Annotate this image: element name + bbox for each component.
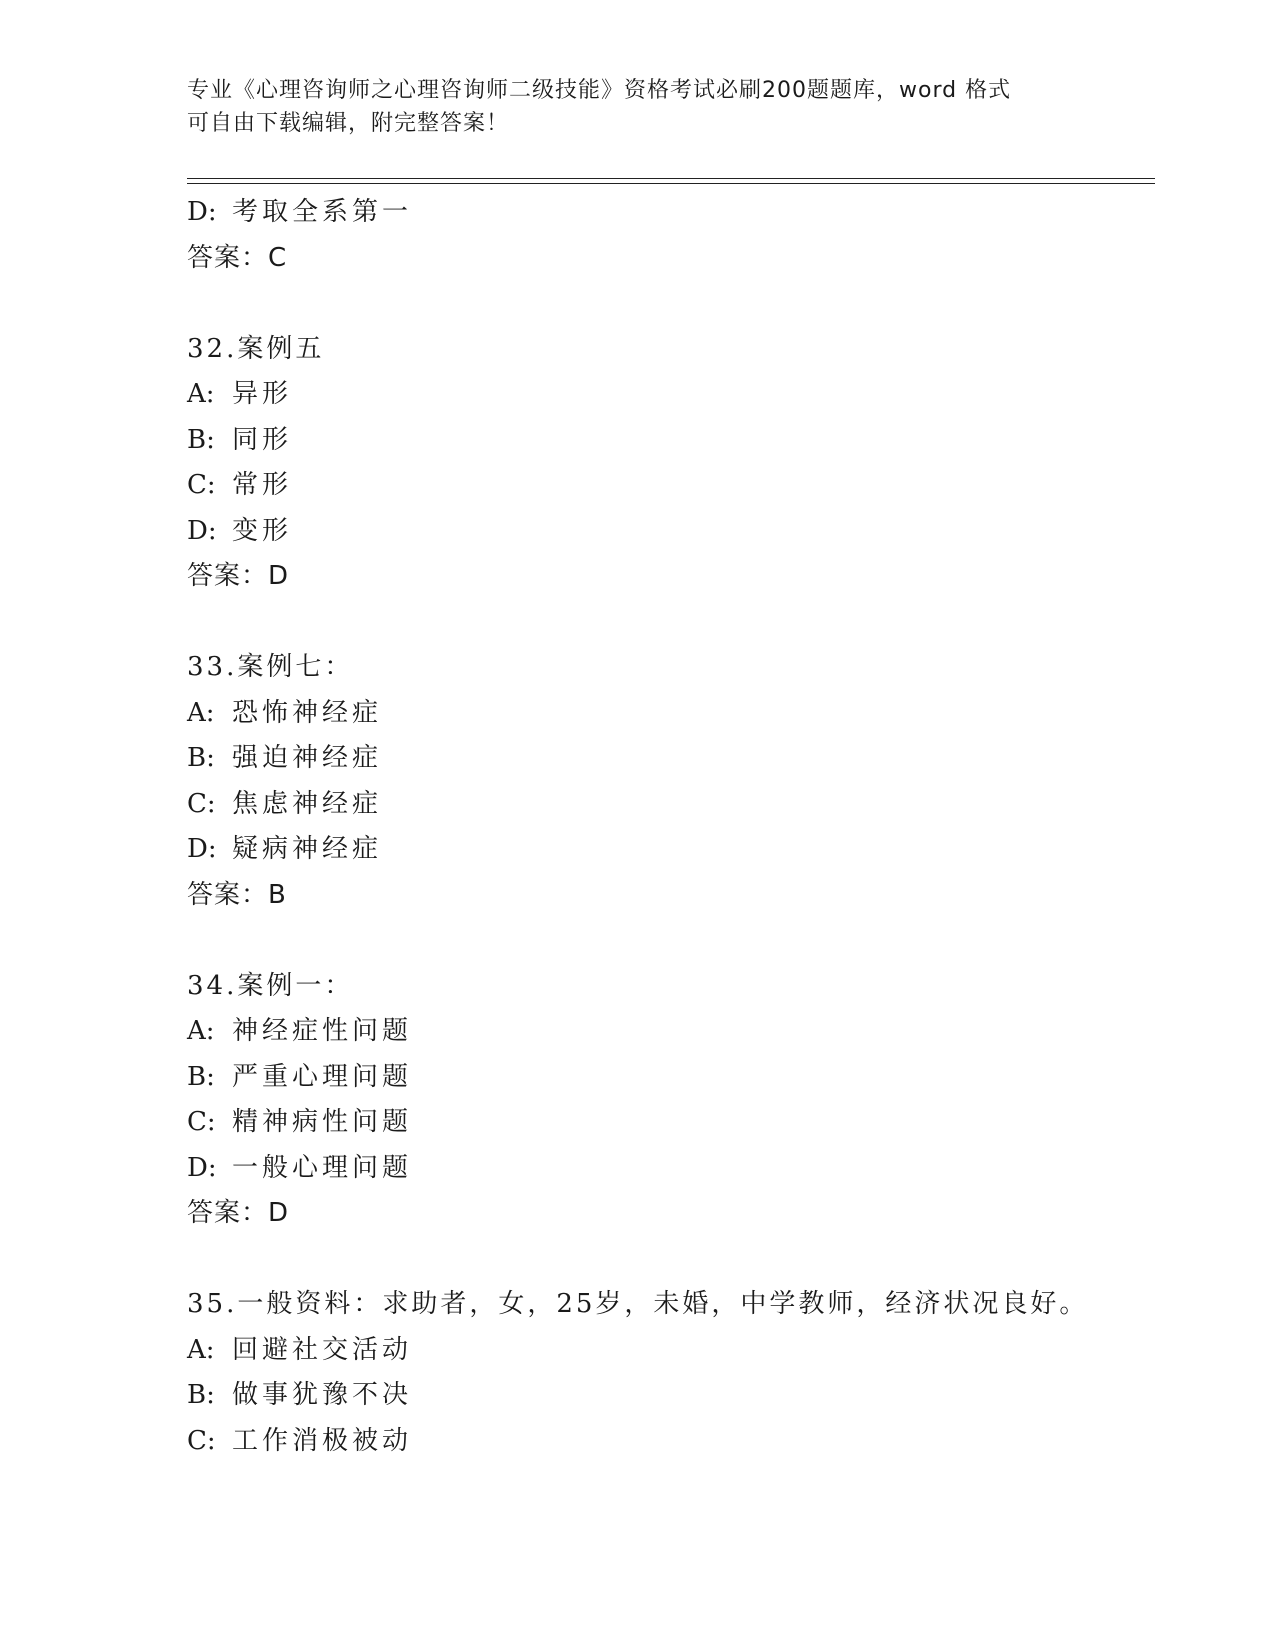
option-text: 焦虑神经症 xyxy=(232,788,383,819)
option-line xyxy=(187,1100,1147,1146)
question-block xyxy=(187,964,1147,1237)
option-text: 变形 xyxy=(232,515,293,546)
answer-line: 答案：C xyxy=(187,242,288,273)
header-line-2: 可自由下载编辑，附完整答案！ xyxy=(187,111,510,136)
option-label: D: xyxy=(187,197,217,227)
option-label: B: xyxy=(187,1061,215,1092)
question-title: 33.案例七： xyxy=(187,652,354,682)
option-text: 一般心理问题 xyxy=(232,1152,413,1183)
option-text: 异形 xyxy=(232,379,293,409)
question-title: 35.一般资料：求助者，女，25岁，未婚，中学教师，经济状况良好。 xyxy=(187,1289,1089,1319)
header-line-1: 专业《心理咨询师之心理咨询师二级技能》资格考试必刷200题题库，word 格式 xyxy=(187,78,1012,103)
option-line xyxy=(187,1146,1147,1192)
question-title: 34.案例一： xyxy=(187,970,354,1001)
question-title: 32.案例五 xyxy=(187,333,325,364)
option-label: D: xyxy=(187,1152,217,1183)
option-label: D: xyxy=(187,834,217,864)
option-label: B: xyxy=(187,424,215,455)
option-line xyxy=(187,1009,1147,1055)
option-label: A: xyxy=(187,1016,215,1046)
option-line xyxy=(187,463,1147,509)
option-text: 疑病神经症 xyxy=(232,834,383,864)
question-block xyxy=(187,190,1147,281)
option-label: C: xyxy=(187,788,216,819)
option-text: 考取全系第一 xyxy=(232,197,413,227)
option-text: 工作消极被动 xyxy=(232,1425,413,1456)
document-header xyxy=(187,74,1087,140)
option-label: A: xyxy=(187,697,215,728)
option-line xyxy=(187,1055,1147,1101)
option-line xyxy=(187,1373,1147,1419)
option-label: D: xyxy=(187,515,217,546)
option-text: 常形 xyxy=(232,470,293,500)
option-line xyxy=(187,691,1147,737)
option-line xyxy=(187,190,1147,236)
option-label: B: xyxy=(187,1380,215,1410)
option-label: C: xyxy=(187,1107,216,1137)
answer-line: 答案：D xyxy=(187,561,290,591)
option-line xyxy=(187,418,1147,464)
option-text: 精神病性问题 xyxy=(232,1107,413,1137)
option-line xyxy=(187,782,1147,828)
question-block xyxy=(187,645,1147,918)
option-line xyxy=(187,372,1147,418)
option-label: C: xyxy=(187,1425,216,1456)
option-label: B: xyxy=(187,743,215,773)
option-text: 回避社交活动 xyxy=(232,1334,413,1365)
header-rule-bottom xyxy=(187,183,1155,184)
answer-line: 答案：D xyxy=(187,1198,290,1228)
option-text: 严重心理问题 xyxy=(232,1061,413,1092)
question-block xyxy=(187,327,1147,600)
option-text: 强迫神经症 xyxy=(232,743,383,773)
option-line xyxy=(187,827,1147,873)
option-text: 做事犹豫不决 xyxy=(232,1380,413,1410)
option-line xyxy=(187,1419,1147,1465)
option-label: A: xyxy=(187,1334,215,1365)
option-text: 恐怖神经症 xyxy=(232,697,383,728)
question-list xyxy=(187,190,1147,1464)
header-rule-top xyxy=(187,178,1155,179)
option-line xyxy=(187,736,1147,782)
option-label: C: xyxy=(187,470,216,500)
option-label: A: xyxy=(187,379,215,409)
answer-line: 答案：B xyxy=(187,879,287,910)
option-line xyxy=(187,1328,1147,1374)
option-text: 同形 xyxy=(232,424,293,455)
option-text: 神经症性问题 xyxy=(232,1016,413,1046)
option-line xyxy=(187,509,1147,555)
question-block xyxy=(187,1282,1147,1464)
